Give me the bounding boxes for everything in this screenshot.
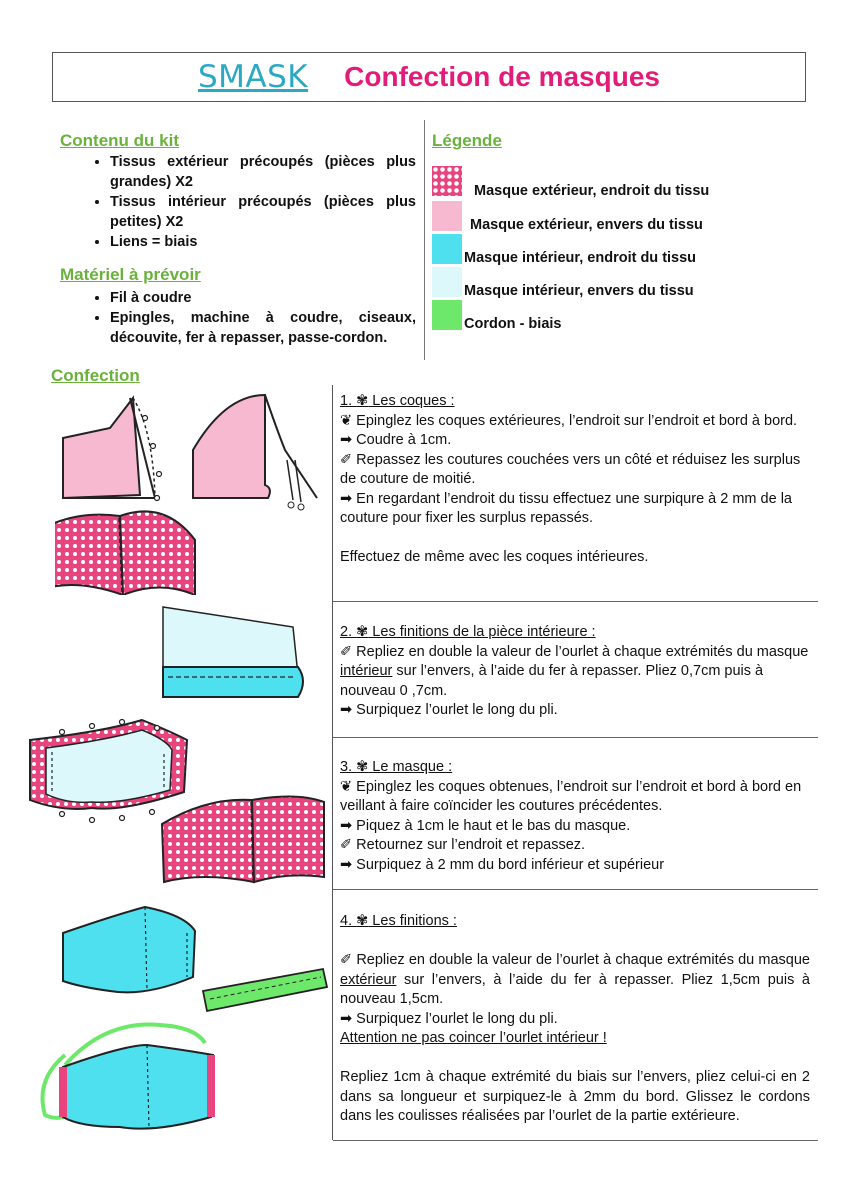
legend-swatch	[432, 234, 462, 264]
flower-icon: ✾	[356, 624, 369, 640]
legend-item	[432, 166, 710, 199]
legend-swatch	[432, 267, 462, 297]
step-4: 4. ✾ Les finitions : ✐ Repliez en double la valeur de l’ourlet à chaque extrémités du masque extérieur sur l’envers, à l’aide du fer à repasser. Pliez 1,5cm puis à nouveau 1,5cm. ➡ Surpiquez l’ourlet le long du pli. Attention ne pas coincer l’ourlet intérieur ! Repliez 1cm à chaque extrémité du biais sur l’envers, pliez celui-ci en 2 dans sa longueur et surpiquez-le à 2mm du bord. Glissez le cordons dans les coulisses réalisées par l’ourlet de la partie extérieure.	[340, 912, 810, 1127]
brand-name: SMASK	[198, 59, 309, 95]
column-divider	[424, 120, 425, 360]
arrow-icon: ➡	[340, 490, 353, 507]
legend-title: Légende	[432, 131, 502, 150]
step-heading: 2. ✾ Les finitions de la pièce intérieure :	[340, 624, 596, 640]
step-text: Effectuez de même avec les coques intérieures.	[340, 549, 649, 565]
step-separator	[333, 601, 818, 602]
arrow-icon: ➡	[340, 817, 353, 834]
page-title: Confection de masques	[344, 61, 660, 92]
coques-illustration	[55, 390, 335, 595]
kit-title: Contenu du kit	[60, 131, 179, 150]
legend-item	[432, 300, 561, 330]
iron-icon: ✐	[340, 952, 353, 968]
flower-icon: ✾	[356, 393, 369, 409]
arrow-icon: ➡	[340, 856, 353, 873]
legend-label: Masque intérieur, envers du tissu	[464, 283, 694, 299]
legend-label: Masque intérieur, endroit du tissu	[464, 250, 697, 266]
warning-text: Attention ne pas coincer l’ourlet intérieur !	[340, 1030, 607, 1046]
arrow-icon: ➡	[340, 702, 353, 718]
legend-swatch	[432, 201, 462, 231]
step-2: 2. ✾ Les finitions de la pièce intérieure : ✐ Repliez en double la valeur de l’ourlet à chaque extrémités du masque intérieur sur l’envers, à l’aide du fer à repasser. Pliez 0,7cm puis à nouveau 0 ,7cm. ➡ Surpiquez l’ourlet le long du pli.	[340, 624, 809, 718]
step-heading: 1. ✾ Les coques :	[340, 393, 455, 409]
materiel-list	[84, 288, 416, 348]
pin-icon: ❦	[340, 778, 353, 795]
step-heading: 3. ✾ Le masque :	[340, 759, 453, 775]
ourlet-illustration	[158, 605, 328, 705]
header-box	[52, 52, 806, 102]
confection-title: Confection	[51, 366, 140, 385]
materiel-item: • Fil à coudre	[110, 288, 416, 308]
legend-item	[432, 234, 696, 264]
kit-list	[84, 152, 416, 252]
legend-label: Masque extérieur, envers du tissu	[470, 217, 703, 233]
step-text: Repliez 1cm à chaque extrémité du biais sur l’envers, pliez celui-ci en 2 dans sa longueur et surpiquez-le à 2mm du bord. Glissez le cordons dans les coulisses réalisées par l’ourlet de la partie extérieure.	[340, 1069, 810, 1124]
iron-icon: ✐	[340, 451, 353, 468]
materiel-item: • Epingles, machine à coudre, ciseaux, découvite, fer à repasser, passe-cordon.	[110, 308, 416, 348]
pin-icon: ❦	[340, 412, 353, 429]
iron-icon: ✐	[340, 643, 353, 660]
step-1: 1. ✾ Les coques : ❦ Epinglez les coques extérieures, l’endroit sur l’endroit et bord à bord. ➡ Coudre à 1cm. ✐ Repassez les coutures couchées vers un côté et réduisez les surplus de couture de moitié. ➡ En regardant l’endroit du tissu effectuez une surpiqure à 2 mm de la couture pour fixer les surplus repassés. Effectuez de même avec les coques intérieures.	[340, 392, 810, 568]
arrow-icon: ➡	[340, 432, 353, 448]
iron-icon: ✐	[340, 837, 353, 853]
finitions-illustration	[35, 895, 330, 1140]
legend-item	[432, 201, 703, 231]
kit-item: • Liens = biais	[110, 232, 416, 252]
masque-illustration	[22, 712, 332, 887]
legend-item	[432, 267, 694, 297]
legend-label: Cordon - biais	[464, 316, 562, 332]
legend-swatch-dots	[432, 166, 462, 196]
kit-item: • Tissus intérieur précoupés (pièces plus petites) X2	[110, 192, 416, 232]
step-separator	[333, 737, 818, 738]
kit-item: • Tissus extérieur précoupés (pièces plus grandes) X2	[110, 152, 416, 192]
step-separator	[333, 889, 818, 890]
step-3: 3. ✾ Le masque : ❦ Epinglez les coques obtenues, l’endroit sur l’endroit et bord à bord en veillant à faire coïncider les coutures précédentes. ➡ Piquez à 1cm le haut et le bas du masque. ✐ Retournez sur l’endroit et repassez. ➡ Surpiquez à 2 mm du bord inférieur et supérieur	[340, 759, 802, 873]
legend-label: Masque extérieur, endroit du tissu	[474, 183, 710, 199]
legend-swatch	[432, 300, 462, 330]
materiel-title: Matériel à prévoir	[60, 265, 201, 284]
flower-icon: ✾	[356, 913, 369, 929]
step-separator	[333, 1140, 818, 1141]
flower-icon: ✾	[356, 759, 369, 775]
step-heading: 4. ✾ Les finitions :	[340, 913, 457, 929]
arrow-icon: ➡	[340, 1010, 353, 1027]
